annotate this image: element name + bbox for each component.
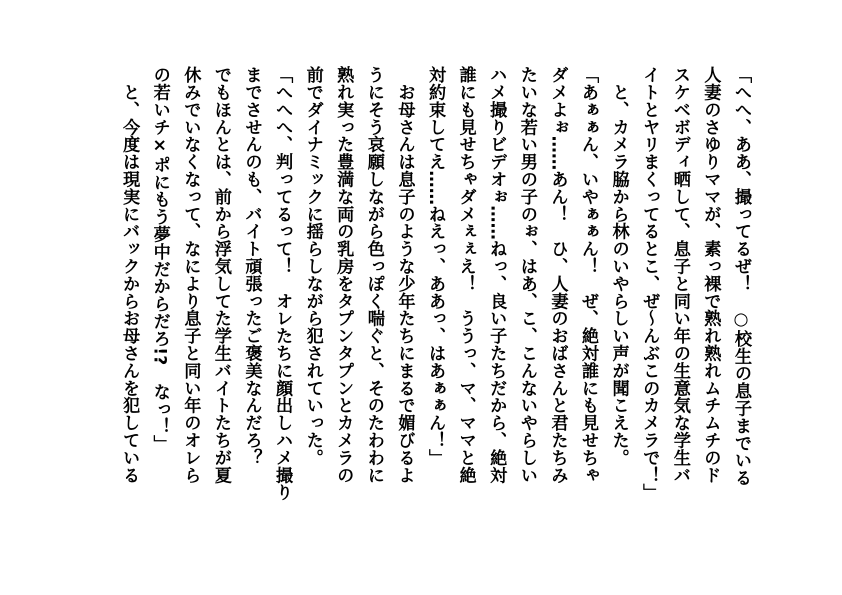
text-line: うにそう哀願しながら色っぽく喘ぐと、そのたわわに — [363, 66, 384, 484]
text-line: 前でダイナミックに揺らしながら犯されていった。 — [302, 66, 323, 467]
text-line: と、カメラ脇から林のいやらしい声が聞こえた。 — [608, 66, 629, 467]
text-line: でもほんとは、前から浮気してた学生バイトたちが夏 — [210, 66, 231, 484]
text-line: 誰にも見せちゃダメぇぇえ！ ううっ、マ、ママと絶 — [455, 66, 476, 484]
text-line: たいな若い男の子のぉ、はあ、こ、こんないやらしい — [516, 66, 537, 484]
text-line: 「あぁぁん、いやぁぁん！ ぜ、絶対誰にも見せちゃ — [578, 66, 599, 484]
text-line: ダメよぉ……あん！ ひ、人妻のおばさんと君たちみ — [547, 66, 568, 484]
vertical-text-body — [80, 66, 756, 528]
text-line: イトとヤリまくってるとこ、ぜ～んぶこのカメラで！」 — [639, 66, 660, 501]
text-line: 対約束してえ……ねえっ、ああっ、はあぁぁん！」 — [425, 66, 446, 467]
text-line: までさせんのも、バイト頑張ったご褒美なんだろ？ — [241, 66, 262, 467]
text-line: 「へへ、ああ、撮ってるぜ！ ○校生の息子までいる — [731, 66, 751, 487]
text-line: と、今度は現実にバックからお母さんを犯している — [119, 66, 140, 484]
text-line: スケベボディ晒して、息子と同い年の生意気な学生バ — [669, 66, 690, 484]
text-line: 人妻のさゆりママが、素っ裸で熟れ熟れムチムチのド — [700, 66, 721, 484]
text-line: お母さんは息子のような少年たちにまるで媚びるよ — [394, 66, 415, 484]
text-line: の若いチ×ポにもう夢中だからだろ!? なっ！」 — [149, 66, 170, 453]
text-line: 休みでいなくなって、なにより息子と同い年のオレら — [180, 66, 201, 484]
text-line: 熟れ実った豊満な両の乳房をタプンタプンとカメラの — [333, 66, 354, 484]
text-line: 「へへへ、判ってるって！ オレたちに顔出しハメ撮り — [272, 66, 293, 501]
text-line: ハメ撮りビデオぉ……ねっ、良い子たちだから、絶対 — [486, 66, 507, 484]
